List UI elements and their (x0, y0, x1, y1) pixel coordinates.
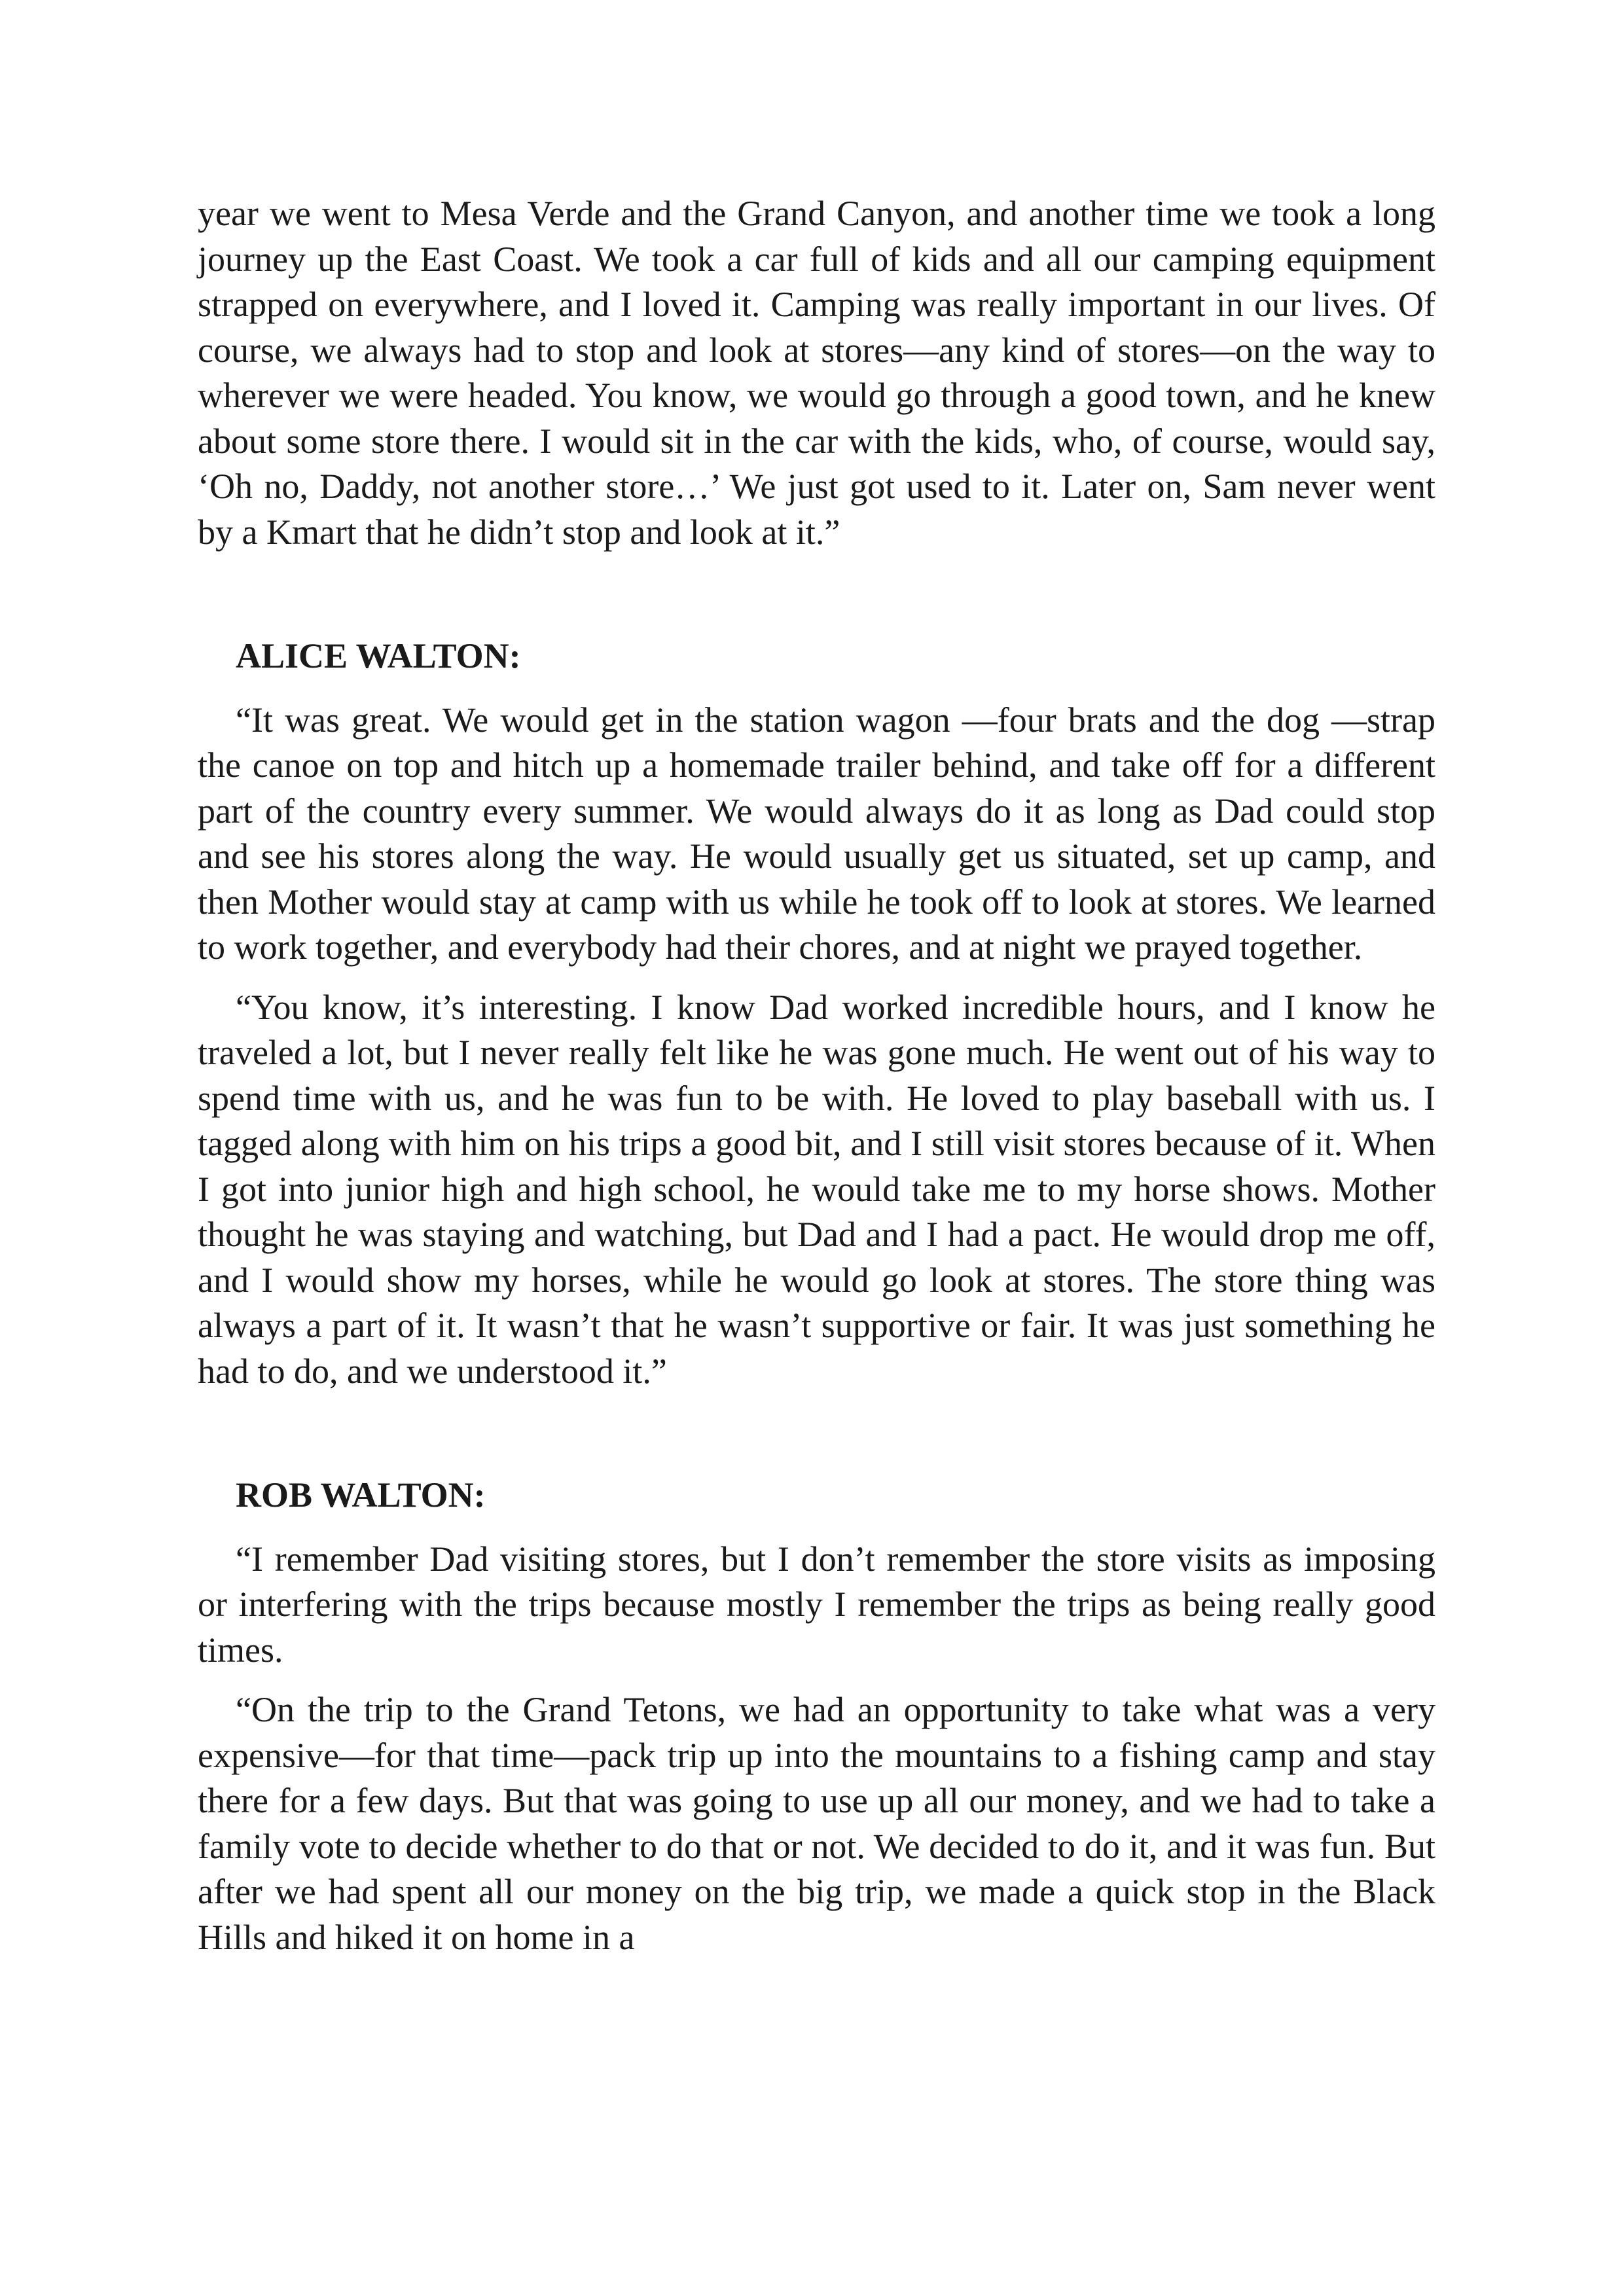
alice-paragraph-2: “You know, it’s interesting. I know Dad worked incredible hours, and I know he traveled a lot, but I never really felt like he was gone much. He went out of his way to spend time with us, and he was fun to be with. He loved to play baseball with us. I tagged along with him on his trips a good bit, and I still visit stores because of it. When I got into junior high and high school, he would take me to my horse shows. Mother thought he was staying and watching, but Dad and I had a pact. He would drop me off, and I would show my horses, while he would go look at stores. The store thing was always a part of it. It wasn’t that he wasn’t supportive or fair. It was just something he had to do, and we understood it.” (198, 987, 1435, 1391)
intro-paragraph: year we went to Mesa Verde and the Grand Canyon, and another time we took a long journey up the East Coast. We took a car full of kids and all our camping equipment strapped on everywhere, and I loved it. Camping was really important in our lives. Of course, we always had to stop and look at stores—any kind of stores—on the way to wherever we were headed. You know, we would go through a good town, and he knew about some store there. I would sit in the car with the kids, who, of course, would say, ‘Oh no, Daddy, not another store…’ We just got used to it. Later on, Sam never went by a Kmart that he didn’t stop and look at it.” (198, 194, 1435, 552)
rob-paragraph-2: “On the trip to the Grand Tetons, we had an opportunity to take what was a very expensive—for that time—pack trip up into the mountains to a fishing camp and stay there for a few days. But that was going to use up all our money, and we had to take a family vote to decide whether to do that or not. We decided to do it, and it was fun. But after we had spent all our money on the big trip, we made a quick stop in the Black Hills and hiked it on home in a (198, 1690, 1435, 1957)
rob-paragraph-1: “I remember Dad visiting stores, but I don’t remember the store visits as imposing or interfering with the trips because mostly I remember the trips as being really good times. (198, 1539, 1435, 1670)
page-body (198, 191, 1435, 1960)
speaker-heading-rob: ROB WALTON: (236, 1475, 486, 1515)
speaker-heading-alice: ALICE WALTON: (236, 636, 521, 675)
alice-paragraph-1: “It was great. We would get in the station wagon —four brats and the dog —strap the canoe on top and hitch up a homemade trailer behind, and take off for a different part of the country every summer. We would always do it as long as Dad could stop and see his stores along the way. He would usually get us situated, set up camp, and then Mother would stay at camp with us while he took off to look at stores. We learned to work together, and everybody had their chores, and at night we prayed together. (198, 700, 1435, 967)
